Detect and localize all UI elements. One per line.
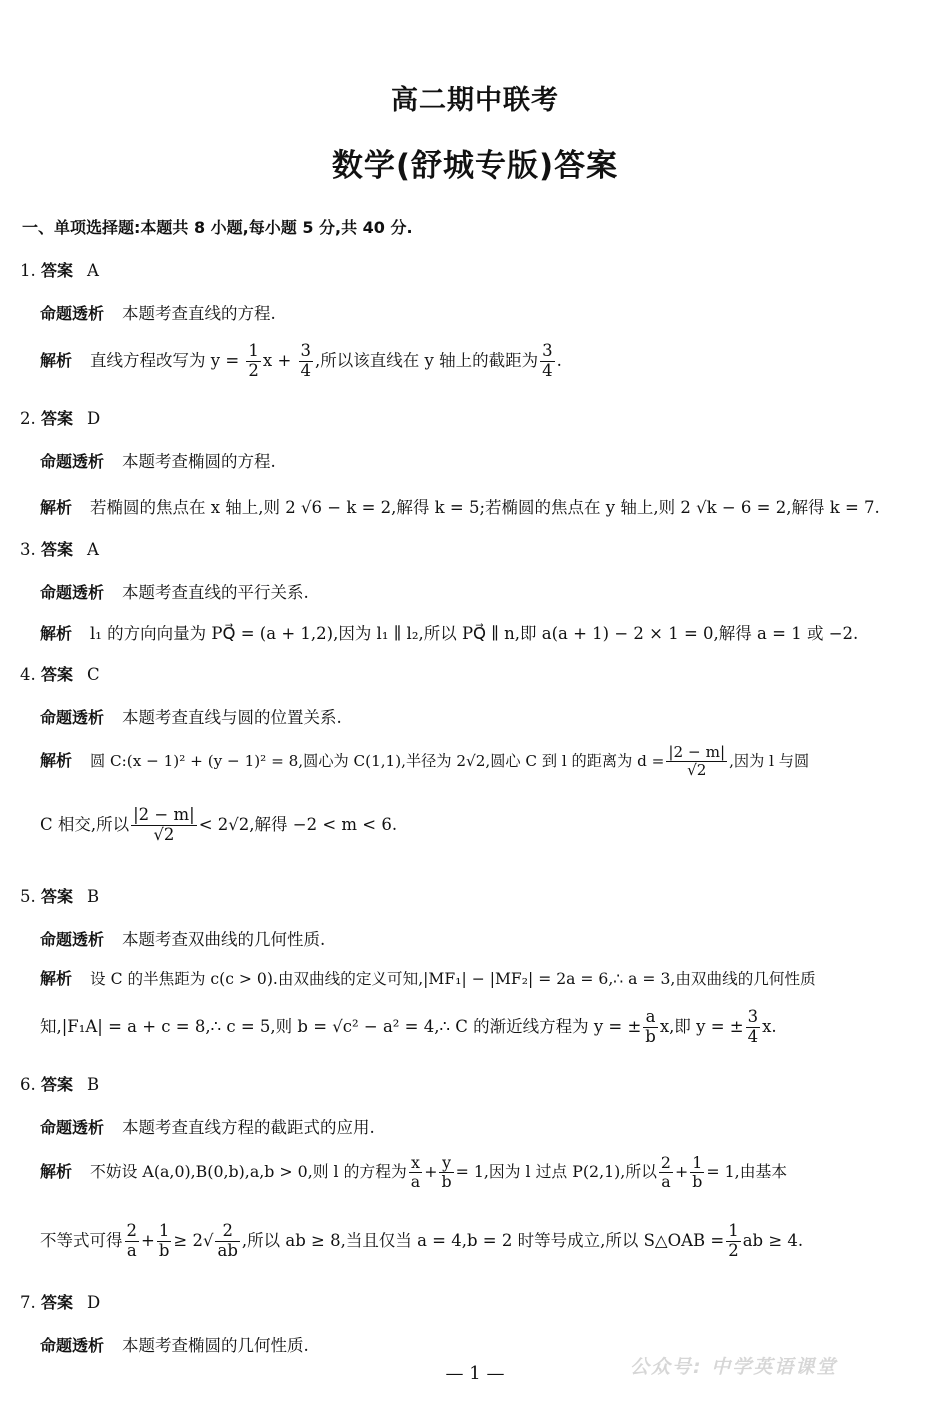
q6-answer: 6. 答案 B (20, 1075, 100, 1094)
fraction: $\frac{3}{4}$ (747, 1007, 759, 1046)
q4-analysis-line2: C 相交,所以 $\frac{|2 - m|}{√2}$ < 2√2,解得 −2 < m < 6. (40, 805, 398, 844)
q2-analysis: 解析 若椭圆的焦点在 x 轴上,则 2 √6 − k = 2,解得 k = 5;若椭圆的焦点在 y 轴上,则 2 √k − 6 = 2,解得 k = 7. (40, 498, 880, 517)
q5-analysis-line1: 解析 设 C 的半焦距为 c(c > 0).由双曲线的定义可知,|MF₁| − |MF₂| = 2a = 6,∴ a = 3,由双曲线的几何性质 (40, 969, 816, 988)
q6-analysis-line2: 不等式可得 $\frac{2}{a}$ + $\frac{1}{b}$ ≥ 2√ $\frac{2}{ab}$ ,所以 ab ≥ 8,当且仅当 a = 4,b = 2 时等号成立,所以 S△OAB = $\frac{1}{2}$ ab ≥ 4. (40, 1221, 804, 1260)
fraction: $\frac{1}{2}$ (728, 1221, 739, 1260)
q4-answer: 4. 答案 C (20, 665, 100, 684)
fraction: $\frac{3}{4}$ (300, 341, 312, 380)
q5-analysis-line2: 知,|F₁A| = a + c = 8,∴ c = 5,则 b = √c² − a² = 4,∴ C 的渐近线方程为 y = ± $\frac{a}{b}$ x,即 y = ± $\frac{3}{4}$ x. (40, 1007, 777, 1046)
q3-answer: 3. 答案 A (20, 540, 99, 559)
section-heading: 一、单项选择题:本题共 8 小题,每小题 5 分,共 40 分. (22, 218, 413, 237)
page-subtitle: 数学(舒城专版)答案 (331, 148, 619, 184)
q7-answer: 7. 答案 D (20, 1293, 101, 1312)
q2-intent: 命题透析 本题考查椭圆的方程. (40, 452, 276, 471)
q2-answer: 2. 答案 D (20, 409, 101, 428)
q1-intent: 命题透析 本题考查直线的方程. (40, 304, 276, 323)
q3-analysis: 解析 l₁ 的方向向量为 PQ⃗ = (a + 1,2),因为 l₁ ∥ l₂,所以 PQ⃗ ∥ n,即 a(a + 1) − 2 × 1 = 0,解得 a = 1 或 −2. (40, 624, 859, 643)
fraction: $\frac{2}{a}$ (660, 1153, 671, 1192)
q6-intent: 命题透析 本题考查直线方程的截距式的应用. (40, 1118, 375, 1137)
fraction: $\frac{2}{a}$ (126, 1221, 137, 1260)
watermark: 公众号: 中学英语课堂 (630, 1356, 838, 1378)
fraction: $\frac{a}{b}$ (645, 1007, 656, 1046)
fraction: $\frac{1}{b}$ (692, 1153, 703, 1192)
sqrt-sign: √ (202, 1230, 214, 1250)
fraction: $\frac{1}{b}$ (158, 1221, 170, 1260)
q6-analysis-line1: 解析 不妨设 A(a,0),B(0,b),a,b > 0,则 l 的方程为 $\frac{x}{a}$ + $\frac{y}{b}$ = 1,因为 l 过点 P(2,1),所以 $\frac{2}{a}$ + $\frac{1}{b}$ = 1,由基本 (40, 1153, 788, 1192)
q7-intent: 命题透析 本题考查椭圆的几何性质. (40, 1336, 309, 1355)
fraction: $\frac{y}{b}$ (441, 1153, 452, 1192)
q3-intent: 命题透析 本题考查直线的平行关系. (40, 583, 309, 602)
page-title: 高二期中联考 (391, 85, 559, 116)
q1-analysis: 解析 直线方程改写为 y = $\frac{1}{2}$ x + $\frac{3}{4}$ ,所以该直线在 y 轴上的截距为 $\frac{3}{4}$ . (40, 341, 562, 380)
q5-answer: 5. 答案 B (20, 887, 100, 906)
fraction: $\frac{|2 - m|}{√2}$ (668, 743, 726, 780)
fraction: $\frac{3}{4}$ (542, 341, 553, 380)
q5-intent: 命题透析 本题考查双曲线的几何性质. (40, 930, 326, 949)
page-number: — 1 — (445, 1363, 505, 1384)
fraction: $\frac{1}{2}$ (248, 341, 259, 380)
q1-answer: 1. 答案 A (20, 261, 99, 280)
fraction: $\frac{x}{a}$ (410, 1153, 421, 1192)
q4-analysis-line1: 解析 圆 C:(x − 1)² + (y − 1)² = 8,圆心为 C(1,1),半径为 2√2,圆心 C 到 l 的距离为 d = $\frac{|2 - m|}{√2}$ ,因为 l 与圆 (40, 743, 810, 780)
q4-intent: 命题透析 本题考查直线与圆的位置关系. (40, 708, 342, 727)
fraction: $\frac{|2 - m|}{√2}$ (133, 805, 195, 844)
fraction: $\frac{2}{ab}$ (217, 1221, 238, 1260)
